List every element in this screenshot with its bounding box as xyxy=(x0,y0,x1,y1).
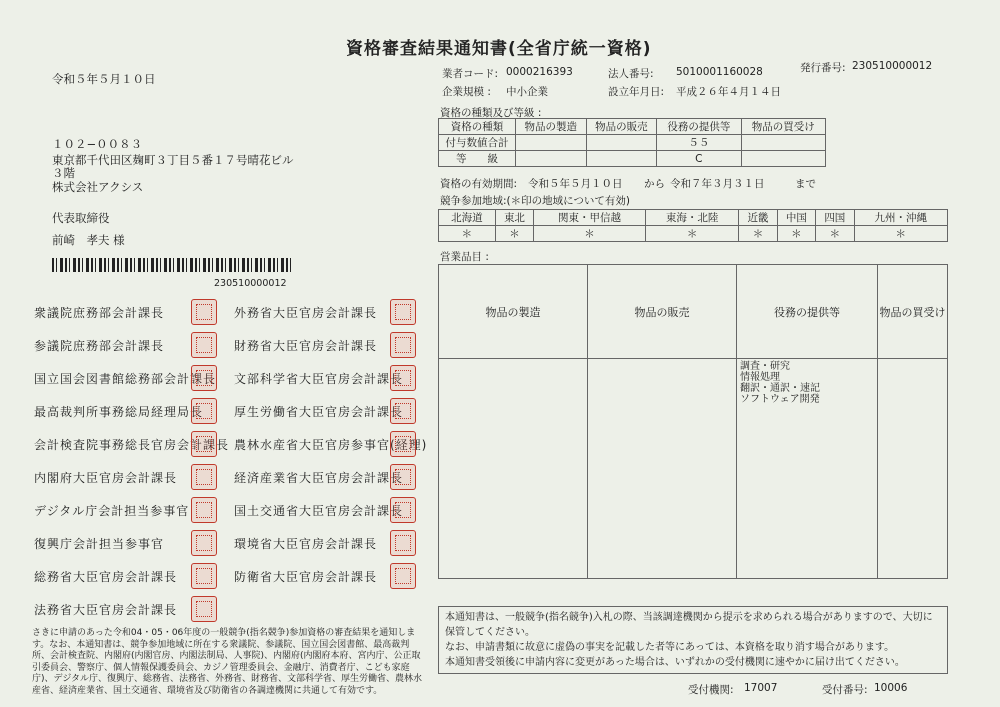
company-name: 株式会社アクシス xyxy=(52,180,144,194)
notice-box xyxy=(438,606,948,674)
receipt-number: 10006 xyxy=(874,682,908,694)
qual-cell: C xyxy=(657,151,741,167)
area-mark: ＊ xyxy=(439,226,496,242)
qualification-section-label: 資格の種類及び等級 : xyxy=(440,107,542,119)
area-name: 中国 xyxy=(777,210,815,226)
issue-number-label: 発行番号: xyxy=(800,62,846,74)
official-seal-icon xyxy=(191,365,217,391)
receipt-number-label: 受付番号: xyxy=(822,684,868,696)
official-seal-icon xyxy=(191,563,217,589)
qual-header-manufacture: 物品の製造 xyxy=(516,119,587,135)
issue-number: 230510000012 xyxy=(852,60,933,72)
qualification-table xyxy=(438,118,826,167)
postal-code: １０２−００８３ xyxy=(52,137,143,151)
office-left: 内閣府大臣官房会計課長 xyxy=(34,471,178,485)
area-mark: ＊ xyxy=(816,226,854,242)
office-left: デジタル庁会計担当参事官 xyxy=(34,504,190,518)
service-item: 調査・研究 xyxy=(740,361,790,373)
office-left: 総務省大臣官房会計課長 xyxy=(34,570,178,584)
issue-date: 令和５年５月１０日 xyxy=(52,72,156,86)
items-cell-manufacture xyxy=(439,359,588,579)
receipt-org-label: 受付機関: xyxy=(688,684,734,696)
barcode-number: 230510000012 xyxy=(214,278,287,289)
representative-name: 前崎 孝夫 様 xyxy=(52,233,125,247)
official-seal-icon xyxy=(191,332,217,358)
official-seal-icon xyxy=(191,431,217,457)
qual-cell xyxy=(516,135,587,151)
validity-label: 資格の有効期間: xyxy=(440,178,518,190)
area-mark: ＊ xyxy=(854,226,947,242)
qual-cell xyxy=(741,151,825,167)
address-line2: ３階 xyxy=(52,166,75,180)
document-title: 資格審査結果通知書(全省庁統一資格) xyxy=(346,39,652,59)
service-item: 情報処理 xyxy=(740,372,780,384)
qual-row-label: 等 級 xyxy=(439,151,516,167)
official-seal-icon xyxy=(191,398,217,424)
office-right: 厚生労働省大臣官房会計課長 xyxy=(234,405,404,419)
official-seal-icon xyxy=(191,596,217,622)
official-seal-icon xyxy=(191,497,217,523)
business-items-label: 営業品目 : xyxy=(440,251,489,263)
official-seal-icon xyxy=(390,563,416,589)
qual-header-sales: 物品の販売 xyxy=(586,119,657,135)
area-mark: ＊ xyxy=(739,226,777,242)
items-header-purchase: 物品の買受け xyxy=(878,265,948,359)
area-mark: ＊ xyxy=(534,226,646,242)
area-name: 関東・甲信越 xyxy=(534,210,646,226)
items-header-sales: 物品の販売 xyxy=(588,265,737,359)
qual-cell: ５５ xyxy=(657,135,741,151)
company-scale-label: 企業規模 : xyxy=(442,86,491,98)
official-seal-icon xyxy=(390,530,416,556)
office-left: 参議院庶務部会計課長 xyxy=(34,339,165,353)
postal-barcode xyxy=(52,258,292,272)
validity-from: 令和５年５月１０日 xyxy=(528,178,623,190)
area-name: 近畿 xyxy=(739,210,777,226)
corporate-number-label: 法人番号: xyxy=(608,68,654,80)
official-seal-icon xyxy=(390,332,416,358)
area-table xyxy=(438,209,948,242)
area-label: 競争参加地域:(＊印の地域について有効) xyxy=(440,195,631,207)
area-name: 東海・北陸 xyxy=(645,210,738,226)
area-mark: ＊ xyxy=(777,226,815,242)
service-item: ソフトウェア開発 xyxy=(740,394,820,406)
area-name: 北海道 xyxy=(439,210,496,226)
office-left: 法務省大臣官房会計課長 xyxy=(34,603,178,617)
notice-line: 本通知書受領後に申請内容に変更があった場合は、いずれかの受付機関に速やかに届け出てください。 xyxy=(445,657,905,668)
notice-line: 本通知書は、一般競争(指名競争)入札の際、当該調達機関から提示を求められる場合がありますので、大切に保管してください。 xyxy=(445,612,933,638)
qual-header-type: 資格の種類 xyxy=(439,119,516,135)
qual-cell xyxy=(741,135,825,151)
office-right: 環境省大臣官房会計課長 xyxy=(234,537,378,551)
office-right: 経済産業省大臣官房会計課長 xyxy=(234,471,404,485)
official-seal-icon xyxy=(191,464,217,490)
founded-date: 平成２６年４月１４日 xyxy=(676,86,781,98)
official-seal-icon xyxy=(390,365,416,391)
official-seal-icon xyxy=(390,497,416,523)
business-items-table xyxy=(438,264,948,579)
office-right: 農林水産省大臣官房参事官(経理) xyxy=(234,438,428,452)
validity-to: 令和７年３月３１日 xyxy=(670,178,765,190)
representative-role: 代表取締役 xyxy=(52,211,110,225)
items-cell-services xyxy=(737,359,878,579)
items-header-services: 役務の提供等 xyxy=(737,265,878,359)
office-left: 復興庁会計担当参事官 xyxy=(34,537,165,551)
qual-cell xyxy=(586,151,657,167)
office-right: 財務省大臣官房会計課長 xyxy=(234,339,378,353)
validity-to-suffix: まで xyxy=(795,178,816,190)
office-left: 最高裁判所事務総局経理局長 xyxy=(34,405,204,419)
receipt-org: 17007 xyxy=(744,682,778,694)
area-name: 九州・沖縄 xyxy=(854,210,947,226)
service-item: 翻訳・通訳・速記 xyxy=(740,383,820,395)
area-mark: ＊ xyxy=(645,226,738,242)
qual-row-label: 付与数値合計 xyxy=(439,135,516,151)
founded-label: 設立年月日: xyxy=(608,86,665,98)
items-cell-purchase xyxy=(878,359,948,579)
address-line1: 東京都千代田区麹町３丁目５番１７号晴花ビル xyxy=(52,153,294,167)
office-left: 衆議院庶務部会計課長 xyxy=(34,306,165,320)
vendor-code: 0000216393 xyxy=(506,66,573,78)
company-scale: 中小企業 xyxy=(506,86,548,98)
corporate-number: 5010001160028 xyxy=(676,66,763,78)
official-seal-icon xyxy=(390,299,416,325)
qual-cell xyxy=(586,135,657,151)
official-seal-icon xyxy=(390,398,416,424)
official-seal-icon xyxy=(191,530,217,556)
office-left: 会計検査院事務総長官房会計課長 xyxy=(34,438,230,452)
qual-header-purchase: 物品の買受け xyxy=(741,119,825,135)
office-right: 防衛省大臣官房会計課長 xyxy=(234,570,378,584)
qual-header-services: 役務の提供等 xyxy=(657,119,741,135)
office-right: 国土交通省大臣官房会計課長 xyxy=(234,504,404,518)
items-cell-sales xyxy=(588,359,737,579)
office-right: 文部科学省大臣官房会計課長 xyxy=(234,372,404,386)
official-seal-icon xyxy=(390,431,416,457)
official-seal-icon xyxy=(390,464,416,490)
area-name: 東北 xyxy=(495,210,533,226)
footer-description: さきに申請のあった令和04・05・06年度の一般競争(指名競争)参加資格の審査結果を通知します。なお、本通知書は、競争参加地域に所在する衆議院、参議院、国立国会図書館、最高裁判所、会計検査院、内閣府(内閣官房、内閣法制局、人事院)、内閣府(内閣府本府、宮内庁、公正取引委員会、警察庁、個人情報保護委員会、カジノ管理委員会、金融庁、消費者庁、こども家庭庁)、デジタル庁、復興庁、総務省、法務省、外務省、財務省、文部科学省、厚生労働省、農林水産省、経済産業省、国土交通省、環境省及び防衛省の各調達機関に共通して有効です。 xyxy=(32,628,422,696)
area-name: 四国 xyxy=(816,210,854,226)
area-mark: ＊ xyxy=(495,226,533,242)
office-right: 外務省大臣官房会計課長 xyxy=(234,306,378,320)
qual-cell xyxy=(516,151,587,167)
official-seal-icon xyxy=(191,299,217,325)
vendor-code-label: 業者コード: xyxy=(442,68,499,80)
office-left: 国立国会図書館総務部会計課長 xyxy=(34,372,217,386)
validity-from-suffix: から xyxy=(644,178,665,190)
items-header-manufacture: 物品の製造 xyxy=(439,265,588,359)
notice-line: なお、申請書類に故意に虚偽の事実を記載した者等にあっては、本資格を取り消す場合があります。 xyxy=(445,642,895,653)
